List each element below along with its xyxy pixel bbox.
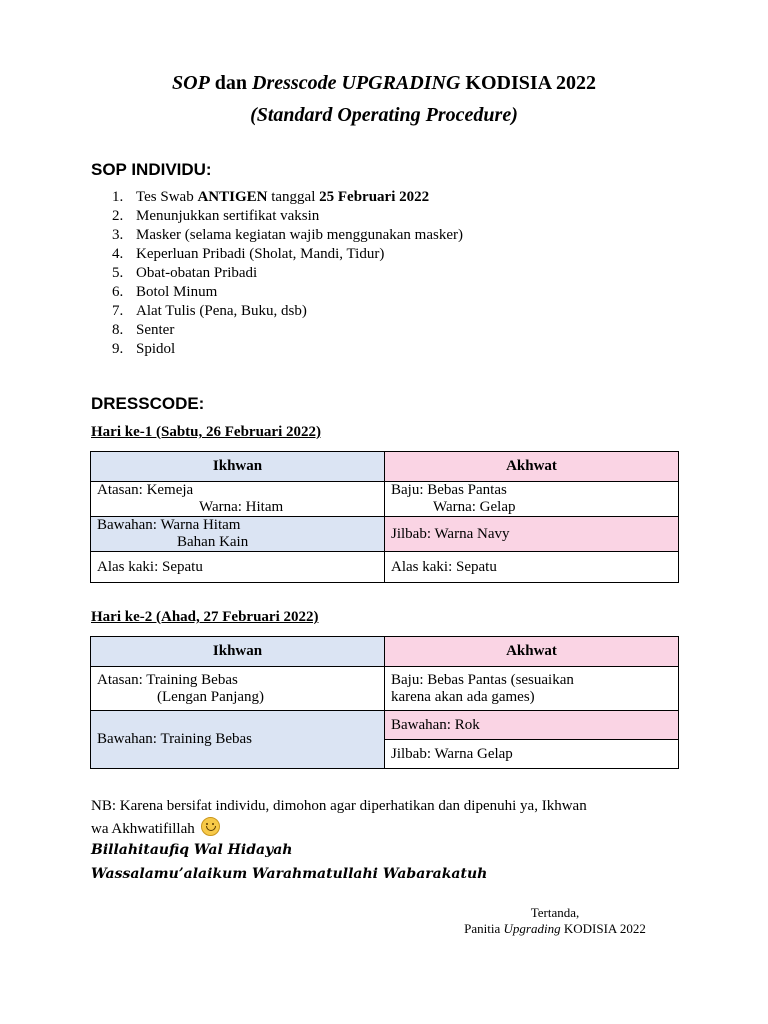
- note-paragraph: NB: Karena bersifat individu, dimohon agar diperhatikan dan dipenuhi ya, Ikhwan wa Akhwatifillah: [91, 798, 587, 837]
- day2-table: [90, 636, 679, 769]
- table-row: [91, 482, 679, 517]
- closing-line-1: Billahitaufiq Wal Hidayah: [91, 842, 293, 858]
- col-akhwat: Akhwat: [385, 452, 679, 482]
- title-upgrading: UPGRADING: [341, 72, 461, 94]
- table-cell: Alas kaki: Sepatu: [91, 552, 385, 583]
- sop-list: [112, 188, 463, 359]
- table-cell: Baju: Bebas Pantas Warna: Gelap: [385, 482, 679, 517]
- sop-item: 8. Senter: [112, 322, 175, 338]
- sop-item: 2. Menunjukkan sertifikat vaksin: [112, 208, 320, 224]
- sop-item: 3. Masker (selama kegiatan wajib menggunakan masker): [112, 227, 463, 243]
- title-dan: dan: [209, 72, 253, 94]
- sop-item: 1. Tes Swab ANTIGEN tanggal 25 Februari 2022: [112, 189, 430, 205]
- document-title: [0, 72, 768, 95]
- day2-heading: Hari ke-2 (Ahad, 27 Februari 2022): [91, 609, 319, 625]
- col-akhwat: Akhwat: [385, 637, 679, 667]
- dresscode-heading: DRESSCODE:: [91, 394, 205, 413]
- closing-line-2: Wassalamu’alaikum Warahmatullahi Wabarakatuh: [91, 866, 488, 882]
- table-cell: Bawahan: Warna Hitam Bahan Kain: [91, 517, 385, 552]
- table-row: [91, 667, 679, 711]
- sop-heading: SOP INDIVIDU:: [91, 160, 212, 179]
- sop-item: 5. Obat-obatan Pribadi: [112, 265, 258, 281]
- table-row: [91, 711, 679, 740]
- day1-heading: Hari ke-1 (Sabtu, 26 Februari 2022): [91, 424, 321, 440]
- table-cell: Alas kaki: Sepatu: [385, 552, 679, 583]
- title-dresscode: Dresscode: [252, 72, 337, 94]
- sop-item: 7. Alat Tulis (Pena, Buku, dsb): [112, 303, 307, 319]
- table-row: [91, 517, 679, 552]
- title-sop: SOP: [172, 72, 210, 94]
- table-cell: Jilbab: Warna Navy: [385, 517, 679, 552]
- table-cell: Atasan: Training Bebas (Lengan Panjang): [91, 667, 385, 711]
- col-ikhwan: Ikhwan: [91, 637, 385, 667]
- table-row: [91, 552, 679, 583]
- table-cell: Jilbab: Warna Gelap: [385, 740, 679, 769]
- document-subtitle: (Standard Operating Procedure): [250, 104, 518, 126]
- table-cell: Bawahan: Training Bebas: [91, 711, 385, 769]
- day1-table: [90, 451, 679, 583]
- table-header-row: [91, 637, 679, 667]
- title-rest: KODISIA 2022: [460, 72, 596, 94]
- table-header-row: [91, 452, 679, 482]
- sop-item: 6. Botol Minum: [112, 284, 218, 300]
- table-cell: Atasan: Kemeja Warna: Hitam: [91, 482, 385, 517]
- table-cell: Bawahan: Rok: [385, 711, 679, 740]
- sop-item: 4. Keperluan Pribadi (Sholat, Mandi, Tidur): [112, 246, 385, 262]
- table-cell: Baju: Bebas Pantas (sesuaikan karena akan ada games): [385, 667, 679, 711]
- signature-block: Tertanda, Panitia Upgrading KODISIA 2022: [464, 905, 646, 936]
- smiling-face-icon: [201, 817, 220, 836]
- sop-item: 9. Spidol: [112, 341, 176, 357]
- col-ikhwan: Ikhwan: [91, 452, 385, 482]
